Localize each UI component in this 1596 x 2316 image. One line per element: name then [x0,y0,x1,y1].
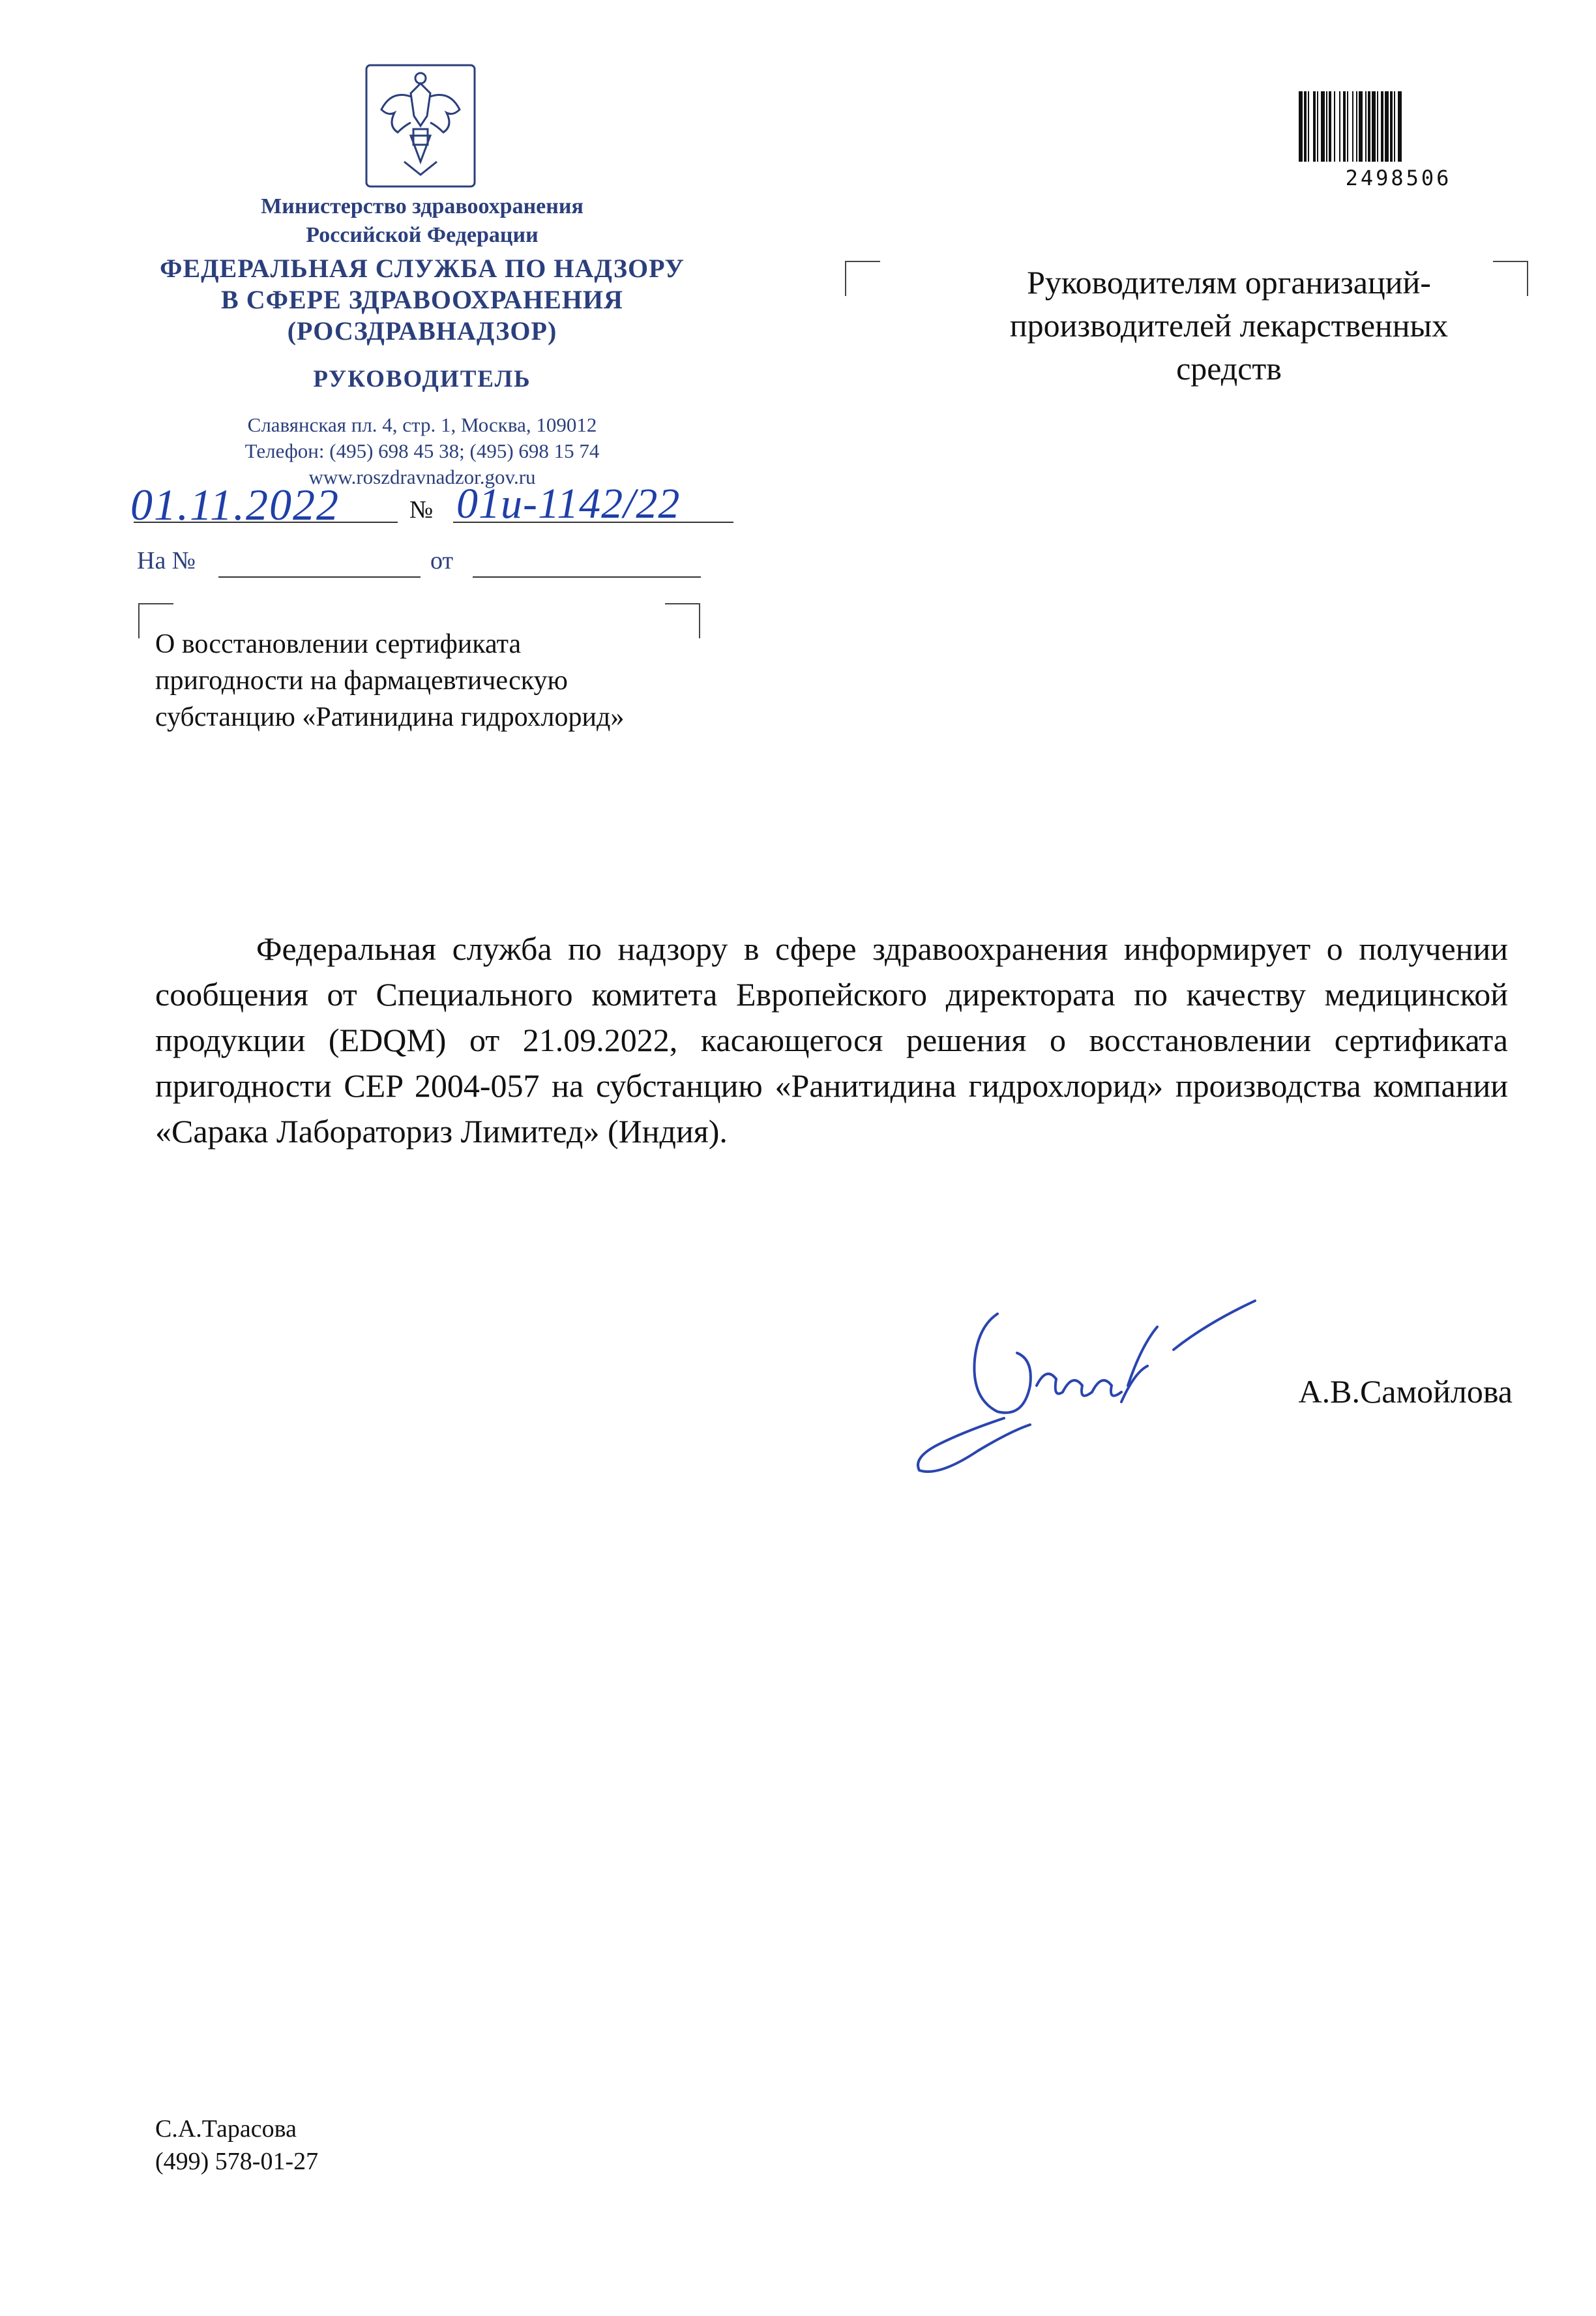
barcode-bar [1394,91,1395,162]
ministry-name [98,192,746,250]
barcode-bar [1385,91,1389,162]
barcode-bar [1381,91,1383,162]
subject-line-2: пригодности на фармацевтическую [155,666,568,696]
barcode-bar [1372,91,1376,162]
barcode-bar [1329,91,1331,162]
contact-block [98,412,746,490]
subject-block [155,626,742,735]
service-name [98,253,746,347]
reference-date-field [473,576,701,578]
barcode-icon [1297,91,1493,162]
barcode-bar [1304,91,1307,162]
ministry-line-1: Министерство здравоохранения [261,194,584,218]
addressee-line-2: производителей лекарственных [1009,307,1449,344]
barcode-bar [1334,91,1335,162]
barcode-bar [1377,91,1378,162]
barcode-bar [1398,91,1402,162]
barcode-bar [1308,91,1309,162]
ministry-line-2: Российской Федерации [306,223,539,247]
barcode-bar [1321,91,1325,162]
barcode-bar [1390,91,1393,162]
executor-phone: (499) 578-01-27 [155,2148,319,2175]
addressee-line-1: Руководителям организаций- [1027,264,1431,301]
reference-label: На № [137,547,196,574]
phone-text: Телефон: (495) 698 45 38; (495) 698 15 74 [244,439,600,462]
reference-number-field [218,576,421,578]
barcode-bar [1317,91,1318,162]
barcode-bar [1347,91,1348,162]
website-link[interactable]: www.roszdravnadzor.gov.ru [308,466,536,488]
barcode-bar [1339,91,1340,162]
barcode-bar [1365,91,1367,162]
executor-block [155,2113,318,2178]
barcode-bar [1326,91,1327,162]
barcode-bar [1313,91,1316,162]
barcode-bar [1343,91,1346,162]
barcode-bar [1368,91,1370,162]
number-sign: № [409,496,434,524]
head-title: РУКОВОДИТЕЛЬ [313,366,531,393]
addressee-bracket-left [845,261,880,296]
service-line-1: ФЕДЕРАЛЬНАЯ СЛУЖБА ПО НАДЗОРУ [160,254,685,283]
signature-icon [900,1288,1265,1483]
addressee-block [932,261,1526,390]
subject-line-1: О восстановлении сертификата [155,629,522,659]
barcode-number: 2498506 [1345,166,1452,190]
barcode-bar [1299,91,1303,162]
barcode-bar [1352,91,1353,162]
subject-line-3: субстанцию «Ратинидина гидрохлорид» [155,702,625,732]
coat-of-arms-icon [365,64,476,188]
barcode-bar [1359,91,1363,162]
registration-number: 01и-1142/22 [456,480,681,527]
address-text: Славянская пл. 4, стр. 1, Москва, 109012 [247,413,597,436]
body-paragraph: Федеральная служба по надзору в сфере здравоохранения информирует о получении сообщения от Специального комитета Европейского директората по качеству медицинской продукции (EDQM) от 21.09.2022, касающегося решения о восстановлении сертификата пригодности CEP 2004-057 на субстанцию «Ранитидина гидрохлорид» производства компании «Сарака Лабораториз Лимитед» (Индия). [155,930,1508,1150]
signer-name: А.В.Самойлова [1298,1373,1513,1410]
addressee-line-3: средств [1176,350,1282,387]
barcode-bar [1356,91,1357,162]
service-line-3: (РОСЗДРАВНАДЗОР) [287,316,557,346]
registration-date: 01.11.2022 [130,480,340,529]
executor-name: С.А.Тарасова [155,2115,297,2143]
reference-from-label: от [430,547,454,574]
service-line-2: В СФЕРЕ ЗДРАВООХРАНЕНИЯ [221,285,623,314]
